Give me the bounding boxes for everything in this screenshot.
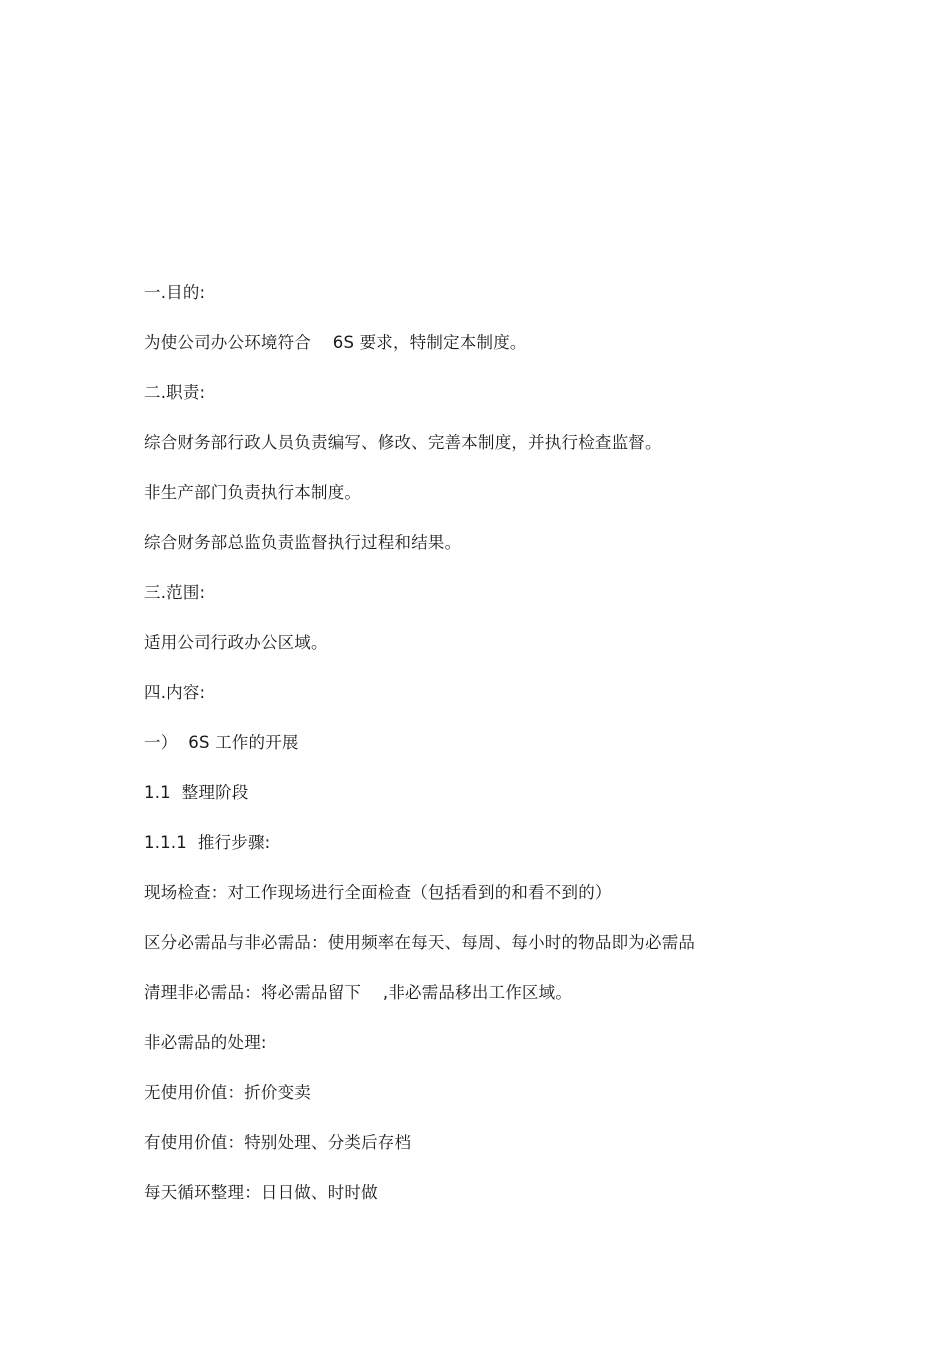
paragraph-responsibility-2: 非生产部门负责执行本制度。 <box>144 483 362 502</box>
paragraph-scope: 适用公司行政办公区域。 <box>144 633 328 652</box>
paragraph-clear-items: 清理非必需品：将必需品留下 ,非必需品移出工作区域。 <box>144 983 573 1002</box>
paragraph-responsibility-1: 综合财务部行政人员负责编写、修改、完善本制度，并执行检查监督。 <box>144 433 662 452</box>
paragraph-no-value: 无使用价值：折价变卖 <box>144 1083 311 1102</box>
section-heading-content: 四.内容: <box>144 683 206 702</box>
paragraph-responsibility-3: 综合财务部总监负责监督执行过程和结果。 <box>144 533 462 552</box>
subheading-6s-work: 一） 6S 工作的开展 <box>144 733 299 752</box>
paragraph-has-value: 有使用价值：特别处理、分类后存档 <box>144 1133 412 1152</box>
section-heading-scope: 三.范围: <box>144 583 206 602</box>
section-heading-responsibilities: 二.职责: <box>144 383 206 402</box>
section-heading-purpose: 一.目的: <box>144 283 206 302</box>
document-body <box>144 281 864 1231</box>
paragraph-site-inspection: 现场检查：对工作现场进行全面检查（包括看到的和看不到的） <box>144 883 612 902</box>
paragraph-purpose: 为使公司办公环境符合 6S 要求，特制定本制度。 <box>144 333 527 352</box>
subheading-sort-stage: 1.1 整理阶段 <box>144 783 249 802</box>
paragraph-distinguish-items: 区分必需品与非必需品：使用频率在每天、每周、每小时的物品即为必需品 <box>144 933 696 952</box>
paragraph-handling-heading: 非必需品的处理: <box>144 1033 267 1052</box>
subheading-steps: 1.1.1 推行步骤: <box>144 833 271 852</box>
paragraph-daily-cycle: 每天循环整理：日日做、时时做 <box>144 1183 378 1202</box>
